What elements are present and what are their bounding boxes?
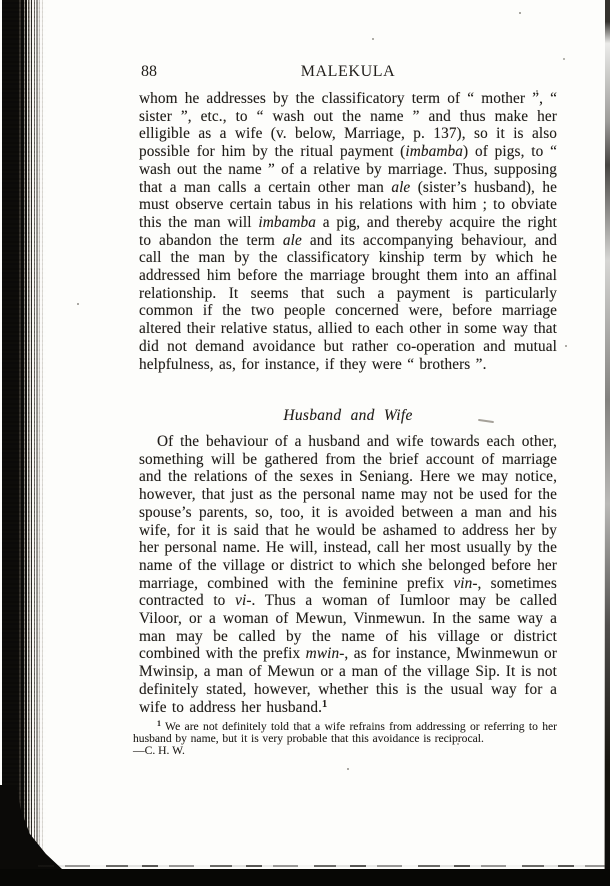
paragraph-husband-and-wife: Of the behaviour of a husband and wife towards each other, something will be gathered from the brief account of marriage and the relations of the sexes in Seniang. Here we may notice, however, that just as the personal name may not be used for the spouse’s parents, so, too, it is avoided between a man and his wife, for it is said that he would be ashamed to address her by her personal name. He will, instead, call her most usually by the name of the village or district to which she belonged before her marriage, combined with the feminine prefix vin-, sometimes contracted to vi-. Thus a woman of Iumloor may be called Viloor, or a woman of Mewun, Vinmewun. In the same way a man may be called by the name of his village or district combined with the prefix mwin-, as for instance, Mwinmewun or Mwinsip, a man of Mewun or a man of the village Sip. It is not definitely stated, however, whether this is the usual way for a wife to address her husband.$^1$ (139, 433, 557, 716)
running-title: MALEKULA (300, 63, 396, 80)
paragraph-continuation: whom he addresses by the classificatory term of “ mother ”, “ sister ”, etc., to “ wash out the name ” and thus make her elligible as a wife (v. below, Marriage, p. 137), so it is also possible for him by the ritual payment (imbamba) of pigs, to “ wash out the name ” of a relative by marriage. Thus, supposing that a man calls a certain other man ale (sister’s husband), he must observe certain tabus in his relations with him ; to obviate this the man will imbamba a pig, and thereby acquire the right to abandon the term ale and its accompanying behaviour, and call the man by the classificatory kinship term by which he addressed him before the marriage brought them into an affinal relationship. It seems that such a payment is particularly common if the two people concerned were, before marriage altered their relative status, allied to each other in some way that did not demand avoidance but rather co-operation and mutual helpfulness, as, for instance, if they were “ brothers ”. (139, 90, 558, 373)
page-right-edge (605, 0, 610, 869)
footnote-signature: —C. H. W. (133, 743, 185, 757)
page-number: 88 (141, 63, 157, 80)
book-binding-edge (0, 0, 46, 869)
page-content (133, 0, 558, 886)
section-heading: Husband and Wife (283, 407, 413, 424)
page-right-edge-shadow (604, 487, 605, 869)
footnote (133, 721, 557, 757)
page-stack-texture (0, 0, 46, 869)
page-header (139, 63, 557, 81)
footnote-text: $^1$ We are not definitely told that a wife refrains from addressing or referring to her husband by name, but it is very probable that this avoidance is reciprocal. (133, 719, 557, 745)
